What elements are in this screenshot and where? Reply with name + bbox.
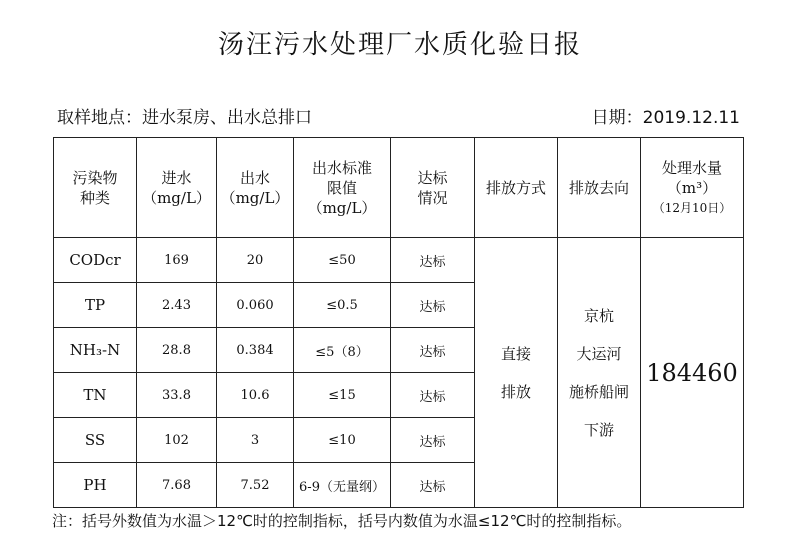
header-pollutant-line2: 种类 (79, 188, 110, 207)
treated-volume: 184460 (641, 238, 744, 508)
pollutant-name: PH (54, 463, 137, 508)
discharge-destination-line4: 下游 (583, 420, 614, 439)
header-influent-line1: 进水 (161, 168, 192, 187)
effluent-value: 0.060 (217, 283, 294, 328)
header-discharge-destination: 排放去向 (558, 138, 641, 238)
effluent-value: 7.52 (217, 463, 294, 508)
influent-value: 102 (137, 418, 217, 463)
header-limit-line2: 限值 (326, 178, 357, 197)
limit-value: ≤0.5 (294, 283, 391, 328)
compliance-status: 达标 (391, 328, 475, 373)
discharge-method-cell (475, 238, 558, 508)
pollutant-name: NH₃-N (54, 328, 137, 373)
report-title: 汤汪污水处理厂水质化验日报 (217, 30, 582, 60)
influent-value: 7.68 (137, 463, 217, 508)
header-compliance-line1: 达标 (417, 168, 448, 187)
header-discharge-method: 排放方式 (475, 138, 558, 238)
pollutant-name: TP (54, 283, 137, 328)
compliance-status: 达标 (391, 238, 475, 283)
discharge-destination-cell (558, 238, 641, 508)
header-influent (137, 138, 217, 238)
header-pollutant (54, 138, 137, 238)
compliance-status: 达标 (391, 463, 475, 508)
influent-value: 169 (137, 238, 217, 283)
header-compliance-line2: 情况 (417, 188, 448, 207)
table-row (54, 238, 744, 283)
header-limit-line3: （mg/L） (307, 198, 377, 217)
effluent-value: 0.384 (217, 328, 294, 373)
influent-value: 33.8 (137, 373, 217, 418)
header-volume-line1: 处理水量 (661, 158, 722, 177)
discharge-destination-line1: 京杭 (583, 306, 614, 325)
header-effluent (217, 138, 294, 238)
influent-value: 28.8 (137, 328, 217, 373)
header-pollutant-line1: 污染物 (72, 168, 118, 187)
header-volume-unit: （m³） (666, 178, 718, 197)
water-quality-table (53, 137, 744, 508)
header-influent-line2: （mg/L） (142, 188, 211, 207)
limit-value: 6-9（无量纲） (294, 463, 391, 508)
report-date: 日期：2019.12.11 (591, 108, 740, 128)
header-volume (641, 138, 744, 238)
limit-value: ≤10 (294, 418, 391, 463)
limit-value: ≤5（8） (294, 328, 391, 373)
header-limit-line1: 出水标准 (311, 158, 372, 177)
header-effluent-line2: （mg/L） (220, 188, 290, 207)
pollutant-name: TN (54, 373, 137, 418)
limit-value: ≤50 (294, 238, 391, 283)
discharge-method-line1: 直接 (500, 344, 531, 363)
pollutant-name: CODcr (54, 238, 137, 283)
pollutant-name: SS (54, 418, 137, 463)
compliance-status: 达标 (391, 418, 475, 463)
header-row (54, 138, 744, 238)
discharge-method-line2: 排放 (500, 382, 531, 401)
footnote: 注：括号外数值为水温＞12℃时的控制指标，括号内数值为水温≤12℃时的控制指标。 (52, 512, 632, 530)
effluent-value: 10.6 (217, 373, 294, 418)
header-compliance (391, 138, 475, 238)
header-volume-date: （12月10日） (652, 200, 732, 215)
discharge-destination-line2: 大运河 (576, 344, 622, 363)
effluent-value: 3 (217, 418, 294, 463)
compliance-status: 达标 (391, 373, 475, 418)
compliance-status: 达标 (391, 283, 475, 328)
header-effluent-line1: 出水 (239, 168, 270, 187)
effluent-value: 20 (217, 238, 294, 283)
header-limit (294, 138, 391, 238)
limit-value: ≤15 (294, 373, 391, 418)
influent-value: 2.43 (137, 283, 217, 328)
sampling-location: 取样地点：进水泵房、出水总排口 (57, 108, 312, 128)
discharge-destination-line3: 施桥船闸 (568, 382, 629, 401)
